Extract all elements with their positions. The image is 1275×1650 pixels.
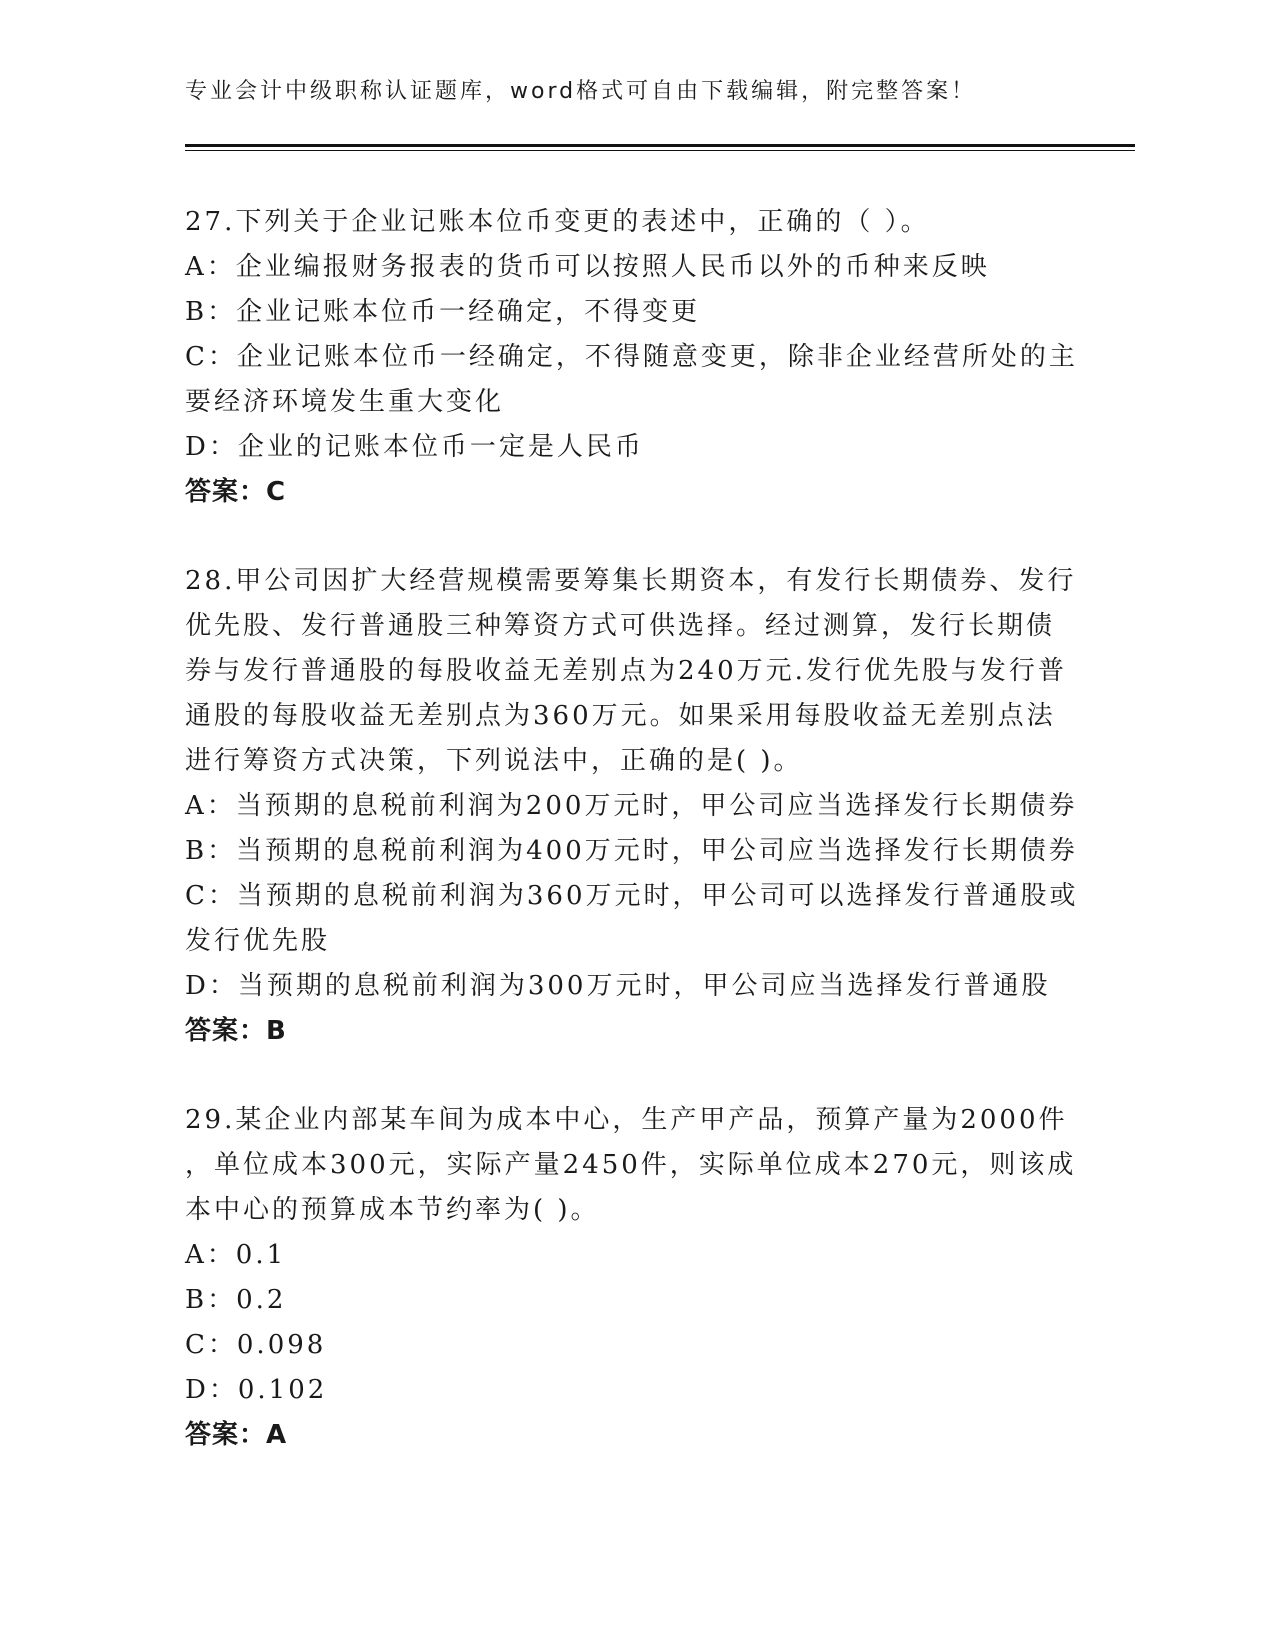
option-c: C：0.098	[185, 1330, 327, 1360]
question-stem: 通股的每股收益无差别点为360万元。如果采用每股收益无差别点法	[185, 701, 1056, 731]
question-stem: 进行筹资方式决策，下列说法中，正确的是( )。	[185, 746, 803, 776]
answer-label: 答案：B	[185, 1016, 287, 1046]
page-header: 专业会计中级职称认证题库，word格式可自由下载编辑，附完整答案！	[185, 79, 977, 104]
question-stem: 优先股、发行普通股三种筹资方式可供选择。经过测算，发行长期债	[185, 611, 1056, 641]
option-a: A：当预期的息税前利润为200万元时，甲公司应当选择发行长期债券	[185, 791, 1078, 821]
header-rule-thick	[185, 144, 1135, 147]
question-list	[185, 200, 1079, 1502]
question-28	[185, 559, 1079, 1054]
option-c-continued: 发行优先股	[185, 926, 331, 956]
option-d: D：当预期的息税前利润为300万元时，甲公司应当选择发行普通股	[185, 971, 1051, 1001]
question-stem: 27.下列关于企业记账本位币变更的表述中，正确的（ ）。	[185, 207, 930, 237]
question-stem: 29.某企业内部某车间为成本中心，生产甲产品，预算产量为2000件	[185, 1105, 1068, 1135]
option-d: D：企业的记账本位币一定是人民币	[185, 432, 644, 462]
option-a: A：0.1	[185, 1240, 287, 1270]
question-stem: 本中心的预算成本节约率为( )。	[185, 1195, 600, 1225]
option-c: C：企业记账本位币一经确定，不得随意变更，除非企业经营所处的主	[185, 342, 1078, 372]
option-b: B：企业记账本位币一经确定，不得变更	[185, 297, 701, 327]
question-stem: 28.甲公司因扩大经营规模需要筹集长期资本，有发行长期债券、发行	[185, 566, 1077, 596]
option-a: A：企业编报财务报表的货币可以按照人民币以外的币种来反映	[185, 252, 990, 282]
option-b: B：0.2	[185, 1285, 287, 1315]
question-29	[185, 1098, 1077, 1458]
answer-label: 答案：A	[185, 1420, 288, 1450]
question-stem: ，单位成本300元，实际产量2450件，实际单位成本270元，则该成	[185, 1150, 1077, 1180]
header-rule-thin	[185, 150, 1135, 151]
option-d: D：0.102	[185, 1375, 328, 1405]
question-stem: 券与发行普通股的每股收益无差别点为240万元.发行优先股与发行普	[185, 656, 1067, 686]
option-c-continued: 要经济环境发生重大变化	[185, 387, 505, 417]
option-c: C：当预期的息税前利润为360万元时，甲公司可以选择发行普通股或	[185, 881, 1079, 911]
answer-label: 答案：C	[185, 477, 287, 507]
option-b: B：当预期的息税前利润为400万元时，甲公司应当选择发行长期债券	[185, 836, 1078, 866]
question-27	[185, 200, 1078, 515]
